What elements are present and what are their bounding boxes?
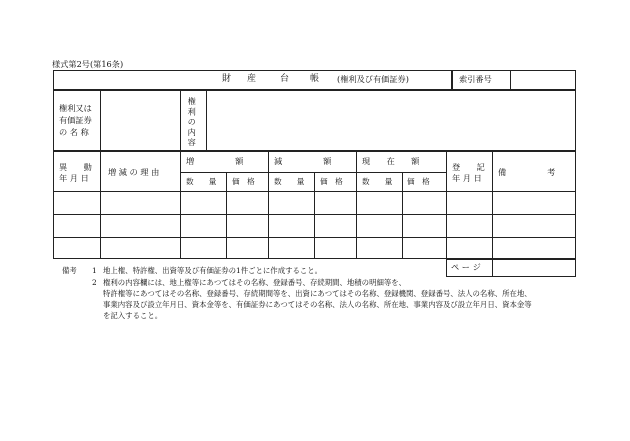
rights-content-divider-left xyxy=(180,90,181,151)
row-line-1 xyxy=(53,214,576,215)
col-divider-inc-price xyxy=(226,172,227,259)
rights-name-divider xyxy=(100,90,101,151)
col-divider-dec-price xyxy=(314,172,315,259)
col-reg-date-line2: 年 月 日 xyxy=(452,173,482,183)
cur-qty-label: 数 量 xyxy=(362,177,393,186)
title-char-2: 産 xyxy=(247,74,257,84)
col-divider-reason xyxy=(180,151,181,259)
note-2-line1: 権利の内容欄には、地上権等にあつてはその名称、登録番号、存続期間、地積の明細等を、 xyxy=(103,278,407,287)
col-reg-date-line1: 登 記 xyxy=(452,162,485,172)
dec-price-label: 価 格 xyxy=(320,177,343,186)
title-char-4: 帳 xyxy=(310,74,320,84)
subheader-line xyxy=(180,172,446,173)
col-divider-current xyxy=(446,151,447,259)
rights-name-label-line2: 有価証券 xyxy=(59,115,92,125)
title-subtitle: (権利及び有価証券) xyxy=(337,74,409,84)
index-no-label: 索引番号 xyxy=(459,74,492,84)
col-change-date-line1: 異 動 xyxy=(59,162,92,172)
col-current-label: 現 在 額 xyxy=(362,156,420,166)
note-1-text: 地上権、特許権、出資等及び有価証券の1件ごとに作成すること。 xyxy=(103,266,323,275)
note-2-number: 2 xyxy=(92,278,97,287)
dec-qty-label: 数 量 xyxy=(274,177,305,186)
rights-content-divider-right xyxy=(206,90,207,151)
note-2-line4: を記入すること。 xyxy=(103,311,163,320)
page-no-divider xyxy=(492,259,493,277)
form-id: 様式第2号(第16条) xyxy=(52,59,124,69)
rights-name-label-line3: の 名 称 xyxy=(59,127,89,137)
col-divider-increase xyxy=(268,151,269,259)
col-divider-decrease xyxy=(356,151,357,259)
rights-block xyxy=(53,90,576,151)
note-2-line3: 事業内容及び設立年月日、資本金等を、有価証券にあつてはその名称、法人の名称、所在地、事業内容及び設立年月日、資本金等 xyxy=(103,300,532,309)
cur-price-label: 価 格 xyxy=(407,177,430,186)
col-divider-date xyxy=(100,151,101,259)
rights-content-label: 権利の内容 xyxy=(187,97,198,148)
col-remarks-label: 備 考 xyxy=(498,167,556,177)
title-char-1: 財 xyxy=(222,74,232,84)
col-change-date-line2: 年 月 日 xyxy=(59,173,89,183)
col-reason-label: 増 減 の 理 由 xyxy=(108,167,160,177)
header-bottom-line xyxy=(53,191,576,192)
note-1-number: 1 xyxy=(92,266,97,275)
col-decrease-label: 減 額 xyxy=(274,156,332,166)
title-char-3: 台 xyxy=(280,74,290,84)
col-divider-registration xyxy=(492,151,493,259)
inc-price-label: 価 格 xyxy=(232,177,255,186)
note-2-line2: 特許権等にあつてはその名称、登録番号、存続期間等を、出資にあつてはその名称、登録機関、登録番号、法人の名称、所在地、 xyxy=(103,289,532,298)
row-line-2 xyxy=(53,237,576,238)
col-increase-label: 増 額 xyxy=(186,156,244,166)
page-label: ペ ー ジ xyxy=(451,262,481,272)
col-divider-cur-price xyxy=(402,172,403,259)
notes-label: 備考 xyxy=(62,266,77,275)
index-no-divider xyxy=(510,70,511,90)
rights-name-label-line1: 権利又は xyxy=(59,103,92,113)
inc-qty-label: 数 量 xyxy=(186,177,217,186)
